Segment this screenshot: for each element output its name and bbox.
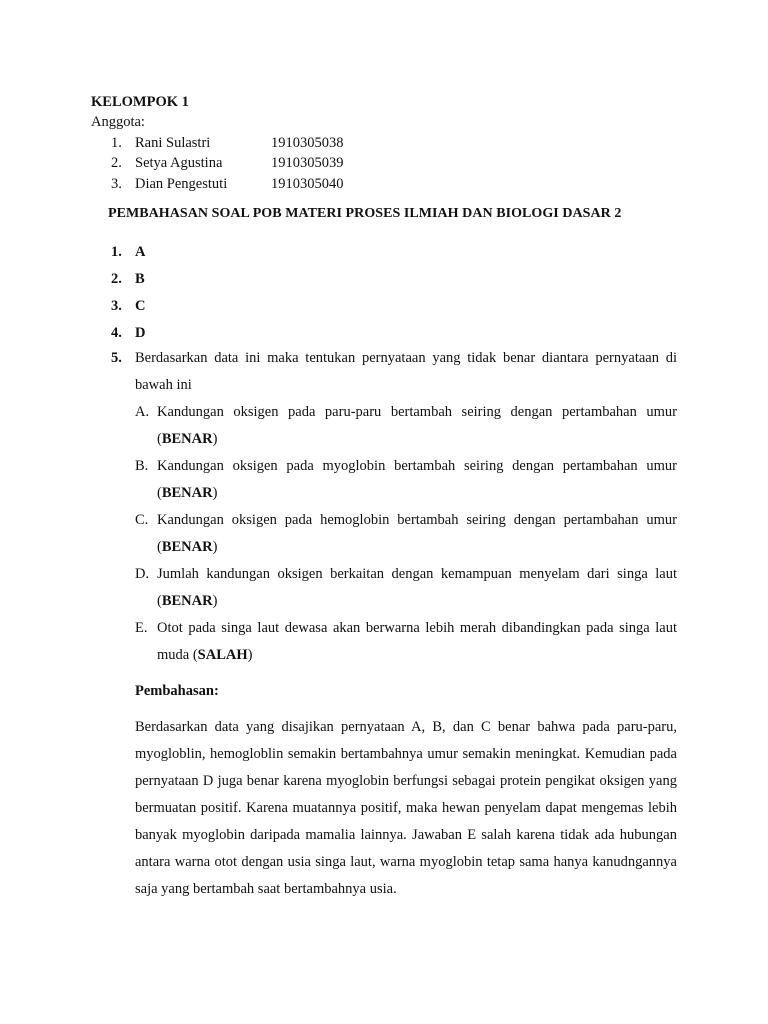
option-letter: B. xyxy=(135,458,149,474)
member-number: 2. xyxy=(111,155,122,171)
option-text: Kandungan oksigen pada paru-paru bertambah seiring dengan pertambahan umur xyxy=(157,404,677,420)
discussion-text: Berdasarkan data yang disajikan pernyataan A, B, dan C benar bahwa pada paru-paru, myogloblin, hemogloblin semakin bertambahnya umur semakin meningkat. Kemudian pada pernyataan D juga benar karena myoglobin berfungsi sebagai protein pengikat oksigen yang bermuatan positif. Karena muatannya positif, maka hewan penyelam dapat mengemas lebih banyak myoglobin daripada mamalia lainnya. Jawaban E salah karena tidak ada hubungan antara warna otot dengan usia singa laut, warna myoglobin tetap sama hanya kanudngannya saja yang bertambah saat bertambahnya usia. xyxy=(135,719,677,897)
member-name: Dian Pengestuti xyxy=(135,176,228,192)
answer-number: 1. xyxy=(111,244,122,260)
answer-value: A xyxy=(135,244,146,260)
option-letter: E. xyxy=(135,620,148,636)
member-id: 1910305040 xyxy=(271,176,344,192)
option-verdict: (BENAR) xyxy=(157,431,218,447)
answer-item xyxy=(111,323,145,343)
option-verdict: (BENAR) xyxy=(157,593,218,609)
member-number: 1. xyxy=(111,135,122,151)
option-letter: A. xyxy=(135,404,150,420)
option-letter: C. xyxy=(135,512,149,528)
discussion-heading: Pembahasan: xyxy=(135,683,219,699)
answer-number: 4. xyxy=(111,325,122,341)
answer-item xyxy=(111,269,145,289)
member-number: 3. xyxy=(111,176,122,192)
group-title: KELOMPOK 1 xyxy=(91,94,189,110)
question-number: 5. xyxy=(111,350,122,366)
option-text: Jumlah kandungan oksigen berkaitan dengan kemampuan menyelam dari singa laut xyxy=(157,566,677,582)
option-text: Kandungan oksigen pada myoglobin bertambah seiring dengan pertambahan umur xyxy=(157,458,677,474)
option-letter: D. xyxy=(135,566,150,582)
question-text: Berdasarkan data ini maka tentukan pernyataan yang tidak benar diantara pernyataan di bawah ini xyxy=(135,350,677,393)
verdict-word: BENAR xyxy=(161,485,213,501)
option-text: Kandungan oksigen pada hemoglobin bertambah seiring dengan pertambahan umur xyxy=(157,512,677,528)
section-title: PEMBAHASAN SOAL POB MATERI PROSES ILMIAH DAN BIOLOGI DASAR 2 xyxy=(108,206,622,221)
answer-number: 2. xyxy=(111,271,122,287)
answer-number: 3. xyxy=(111,298,122,314)
answer-item xyxy=(111,296,145,316)
member-id: 1910305038 xyxy=(271,135,344,151)
members-label: Anggota: xyxy=(91,114,145,130)
answer-item xyxy=(111,242,145,262)
option-verdict: (BENAR) xyxy=(157,539,218,555)
verdict-word: BENAR xyxy=(161,593,213,609)
member-item xyxy=(111,133,344,153)
member-name: Setya Agustina xyxy=(135,155,223,171)
option-verdict: (BENAR) xyxy=(157,485,218,501)
verdict-word: BENAR xyxy=(161,431,213,447)
member-item xyxy=(111,153,344,173)
answer-value: C xyxy=(135,298,146,314)
verdict-word: BENAR xyxy=(161,539,213,555)
member-id: 1910305039 xyxy=(271,155,344,171)
answer-value: B xyxy=(135,271,145,287)
member-item xyxy=(111,174,344,194)
answer-value: D xyxy=(135,325,146,341)
verdict-word: SALAH xyxy=(197,647,248,663)
option-verdict: muda (SALAH) xyxy=(157,647,253,663)
member-name: Rani Sulastri xyxy=(135,135,211,151)
option-text: Otot pada singa laut dewasa akan berwarna lebih merah dibandingkan pada singa laut xyxy=(157,620,677,636)
